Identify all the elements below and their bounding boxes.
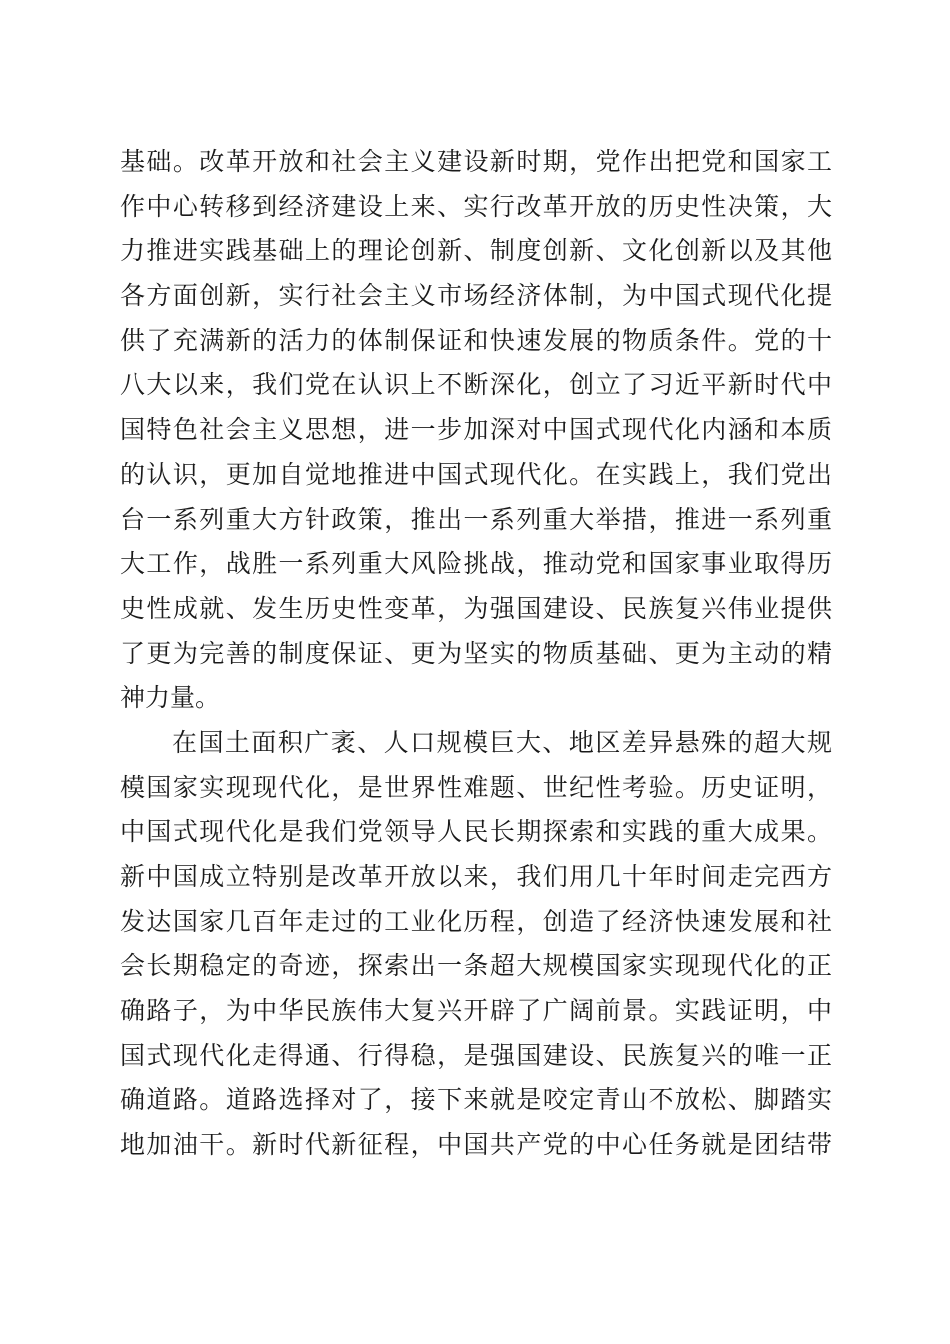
text-line: 模国家实现现代化，是世界性难题、世纪性考验。历史证明， [120,772,832,802]
text-line: 在国土面积广袤、人口规模巨大、地区差异悬殊的超大规 [172,727,832,757]
text-line: 台一系列重大方针政策，推出一系列重大举措，推进一系列重 [120,504,832,534]
text-line: 国式现代化走得通、行得稳，是强国建设、民族复兴的唯一正 [120,1040,832,1070]
text-line: 地加油干。新时代新征程，中国共产党的中心任务就是团结带 [120,1130,832,1160]
text-line: 了更为完善的制度保证、更为坚实的物质基础、更为主动的精 [120,638,832,668]
body-text [120,140,832,1168]
text-line: 中国式现代化是我们党领导人民长期探索和实践的重大成果。 [120,817,832,847]
text-line: 会长期稳定的奇迹，探索出一条超大规模国家实现现代化的正 [120,951,832,981]
text-line: 的认识，更加自觉地推进中国式现代化。在实践上，我们党出 [120,459,832,489]
text-line: 新中国成立特别是改革开放以来，我们用几十年时间走完西方 [120,862,832,891]
text-line: 大工作，战胜一系列重大风险挑战，推动党和国家事业取得历 [120,549,832,579]
text-line: 确路子，为中华民族伟大复兴开辟了广阔前景。实践证明，中 [120,996,832,1026]
text-line: 神力量。 [120,683,221,713]
text-line: 供了充满新的活力的体制保证和快速发展的物质条件。党的十 [120,325,832,355]
text-line: 基础。改革开放和社会主义建设新时期，党作出把党和国家工 [120,147,832,176]
text-line: 确道路。道路选择对了，接下来就是咬定青山不放松、脚踏实 [120,1085,832,1115]
text-line: 国特色社会主义思想，进一步加深对中国式现代化内涵和本质 [120,415,832,445]
text-line: 八大以来，我们党在认识上不断深化，创立了习近平新时代中 [120,370,832,400]
text-line: 作中心转移到经济建设上来、实行改革开放的历史性决策，大 [120,191,832,221]
text-line: 各方面创新，实行社会主义市场经济体制，为中国式现代化提 [120,281,832,311]
text-line: 发达国家几百年走过的工业化历程，创造了经济快速发展和社 [120,906,832,936]
text-line: 力推进实践基础上的理论创新、制度创新、文化创新以及其他 [120,236,832,266]
text-line: 史性成就、发生历史性变革，为强国建设、民族复兴伟业提供 [120,593,832,623]
